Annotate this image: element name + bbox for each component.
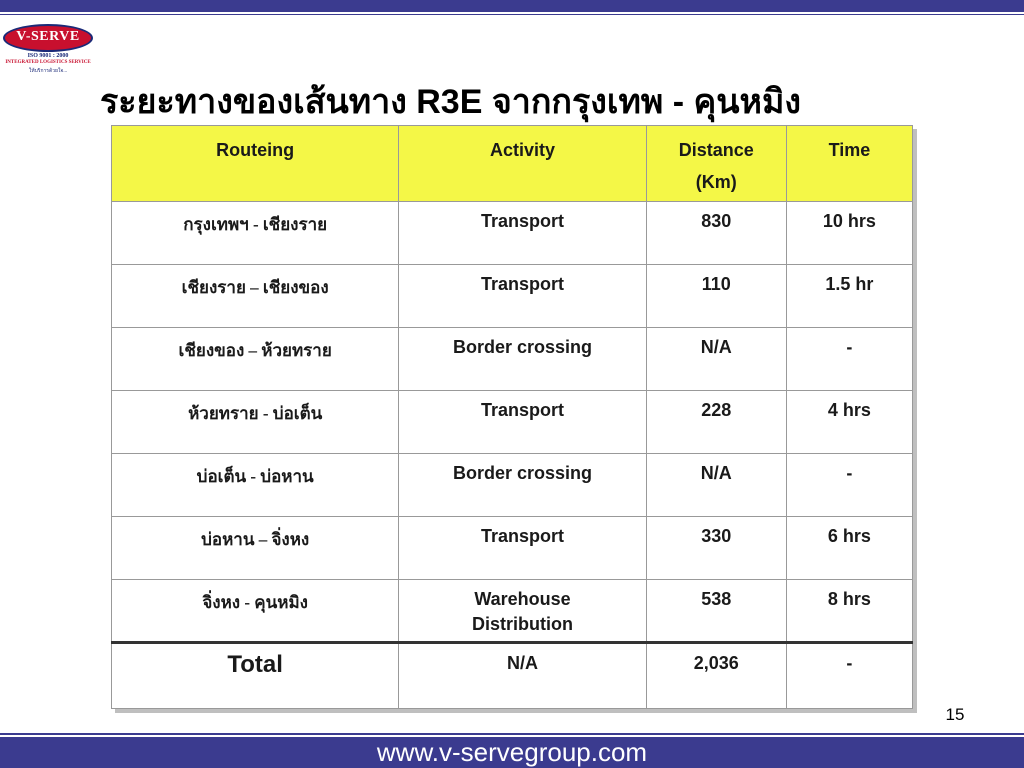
- distance-cell: 538: [646, 580, 786, 643]
- table-row: [112, 454, 913, 517]
- route-table: [111, 125, 913, 709]
- route-cell: ห้วยทราย - บ่อเต็น: [112, 391, 399, 454]
- table-row: [112, 517, 913, 580]
- v-serve-logo: [2, 20, 98, 80]
- top-divider-line: [0, 14, 1024, 15]
- time-cell: 4 hrs: [786, 391, 912, 454]
- route-cell: เชียงราย – เชียงของ: [112, 265, 399, 328]
- distance-cell: N/A: [646, 454, 786, 517]
- total-label: Total: [112, 643, 399, 709]
- route-cell: บ่อเต็น - บ่อหาน: [112, 454, 399, 517]
- total-row: [112, 643, 913, 709]
- activity-line2: Distribution: [471, 614, 573, 634]
- route-cell: จิ่งหง - คุนหมิง: [112, 580, 399, 643]
- top-bar: [0, 0, 1024, 12]
- time-cell: 6 hrs: [786, 517, 912, 580]
- time-cell: 10 hrs: [786, 202, 912, 265]
- distance-cell: 330: [646, 517, 786, 580]
- table-row: [112, 391, 913, 454]
- header-distance: [646, 126, 786, 202]
- table-row: [112, 265, 913, 328]
- time-cell: 1.5 hr: [786, 265, 912, 328]
- activity-cell: Border crossing: [399, 454, 646, 517]
- slide-title: ระยะทางของเส้นทาง R3E จากกรุงเทพ - คุนหมิง: [100, 83, 801, 121]
- footer-bar: [0, 737, 1024, 768]
- route-cell: เชียงของ – ห้วยทราย: [112, 328, 399, 391]
- logo-iso-text: ISO 9001 : 2000: [27, 53, 69, 59]
- footer-website: www.v-servegroup.com: [376, 737, 648, 767]
- total-time: -: [786, 643, 912, 709]
- logo-subtagline: ให้บริการด้วยใจ...: [28, 69, 68, 74]
- distance-cell: N/A: [646, 328, 786, 391]
- route-cell: กรุงเทพฯ - เชียงราย: [112, 202, 399, 265]
- total-activity: N/A: [399, 643, 646, 709]
- route-cell: บ่อหาน – จิ่งหง: [112, 517, 399, 580]
- header-activity: Activity: [399, 126, 646, 202]
- header-distance-line2: (Km): [695, 172, 737, 192]
- header-routeing: Routeing: [112, 126, 399, 202]
- logo-brand-name: V-SERVE: [16, 29, 80, 44]
- table-row: [112, 202, 913, 265]
- activity-cell: Transport: [399, 517, 646, 580]
- distance-cell: 110: [646, 265, 786, 328]
- logo-tagline: INTEGRATED LOGISTICS SERVICE: [5, 60, 91, 65]
- activity-cell: [399, 580, 646, 643]
- distance-cell: 228: [646, 391, 786, 454]
- time-cell: -: [786, 454, 912, 517]
- activity-cell: Transport: [399, 265, 646, 328]
- table-row: [112, 580, 913, 643]
- activity-cell: Transport: [399, 202, 646, 265]
- activity-line1: Warehouse: [474, 589, 571, 609]
- bottom-divider: [0, 733, 1024, 735]
- activity-cell: Transport: [399, 391, 646, 454]
- time-cell: -: [786, 328, 912, 391]
- page-number: 15: [945, 705, 965, 724]
- header-time: Time: [786, 126, 912, 202]
- header-distance-line1: Distance: [678, 140, 754, 160]
- distance-cell: 830: [646, 202, 786, 265]
- table-header-row: [112, 126, 913, 202]
- table-row: [112, 328, 913, 391]
- time-cell: 8 hrs: [786, 580, 912, 643]
- activity-cell: Border crossing: [399, 328, 646, 391]
- total-distance: 2,036: [646, 643, 786, 709]
